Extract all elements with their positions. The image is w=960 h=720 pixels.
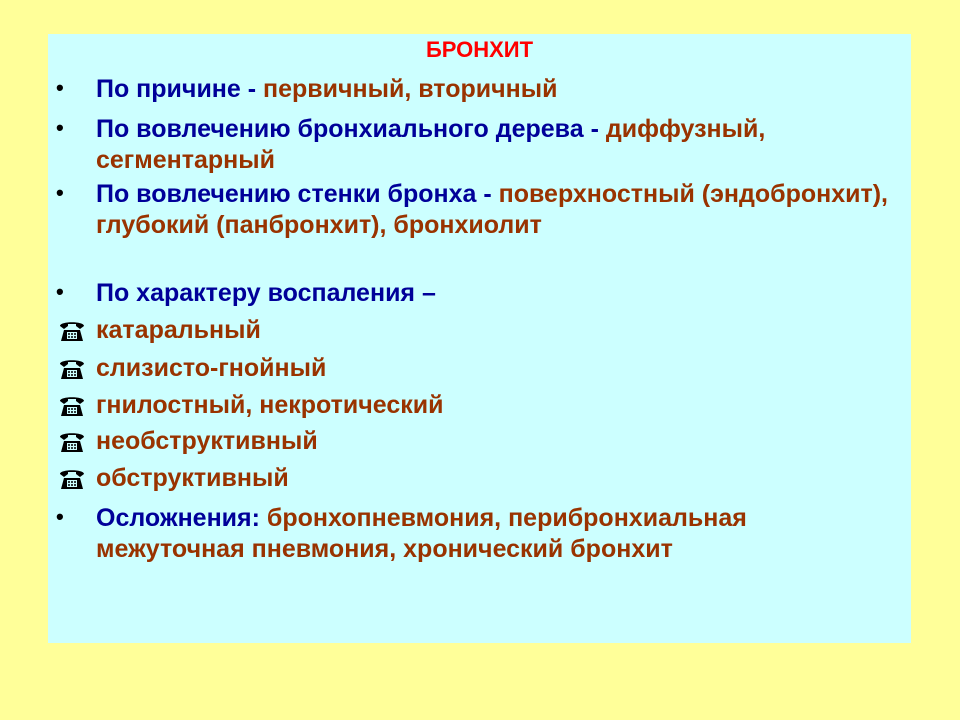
- telephone-icon: [58, 319, 86, 343]
- bullet-icon: •: [56, 75, 64, 100]
- item-lead-text: По вовлечению стенки бронха -: [96, 180, 499, 208]
- item-lead-text: По характеру воспаления –: [96, 279, 436, 307]
- slide-title: БРОНХИТ: [425, 37, 534, 62]
- telephone-icon: [58, 357, 86, 381]
- item-value-text: необструктивный: [96, 427, 318, 455]
- item-value-text: первичный, вторичный: [263, 75, 558, 103]
- bullet-icon: •: [56, 279, 64, 304]
- content-panel: [48, 34, 911, 643]
- item-lead-text: По причине -: [96, 75, 264, 103]
- list-item-text: [96, 503, 896, 565]
- item-lead-text: По вовлечению бронхиального дерева -: [96, 115, 606, 143]
- list-item-text: [96, 179, 896, 241]
- bullet-icon: •: [56, 115, 64, 140]
- item-value-text: поверхностный (эндобронхит), глубокий (панбронхит), бронхиолит: [96, 180, 888, 239]
- item-value-text: диффузный, сегментарный: [96, 115, 766, 174]
- list-item-text: [96, 278, 896, 309]
- item-value-text: бронхопневмония, перибронхиальная межуточная пневмония, хронический бронхит: [96, 504, 747, 563]
- bullet-icon: •: [56, 504, 64, 529]
- item-value-text: слизисто-гнойный: [96, 354, 327, 382]
- telephone-icon: [58, 430, 86, 454]
- telephone-icon: [58, 467, 86, 491]
- bullet-icon: •: [56, 180, 64, 205]
- telephone-icon: [58, 394, 86, 418]
- item-lead-text: Осложнения:: [96, 504, 267, 532]
- item-value-text: гнилостный, некротический: [96, 391, 444, 419]
- item-value-text: обструктивный: [96, 464, 289, 492]
- item-value-text: катаральный: [96, 316, 261, 344]
- list-item-text: [96, 114, 896, 176]
- list-item-text: [96, 74, 896, 105]
